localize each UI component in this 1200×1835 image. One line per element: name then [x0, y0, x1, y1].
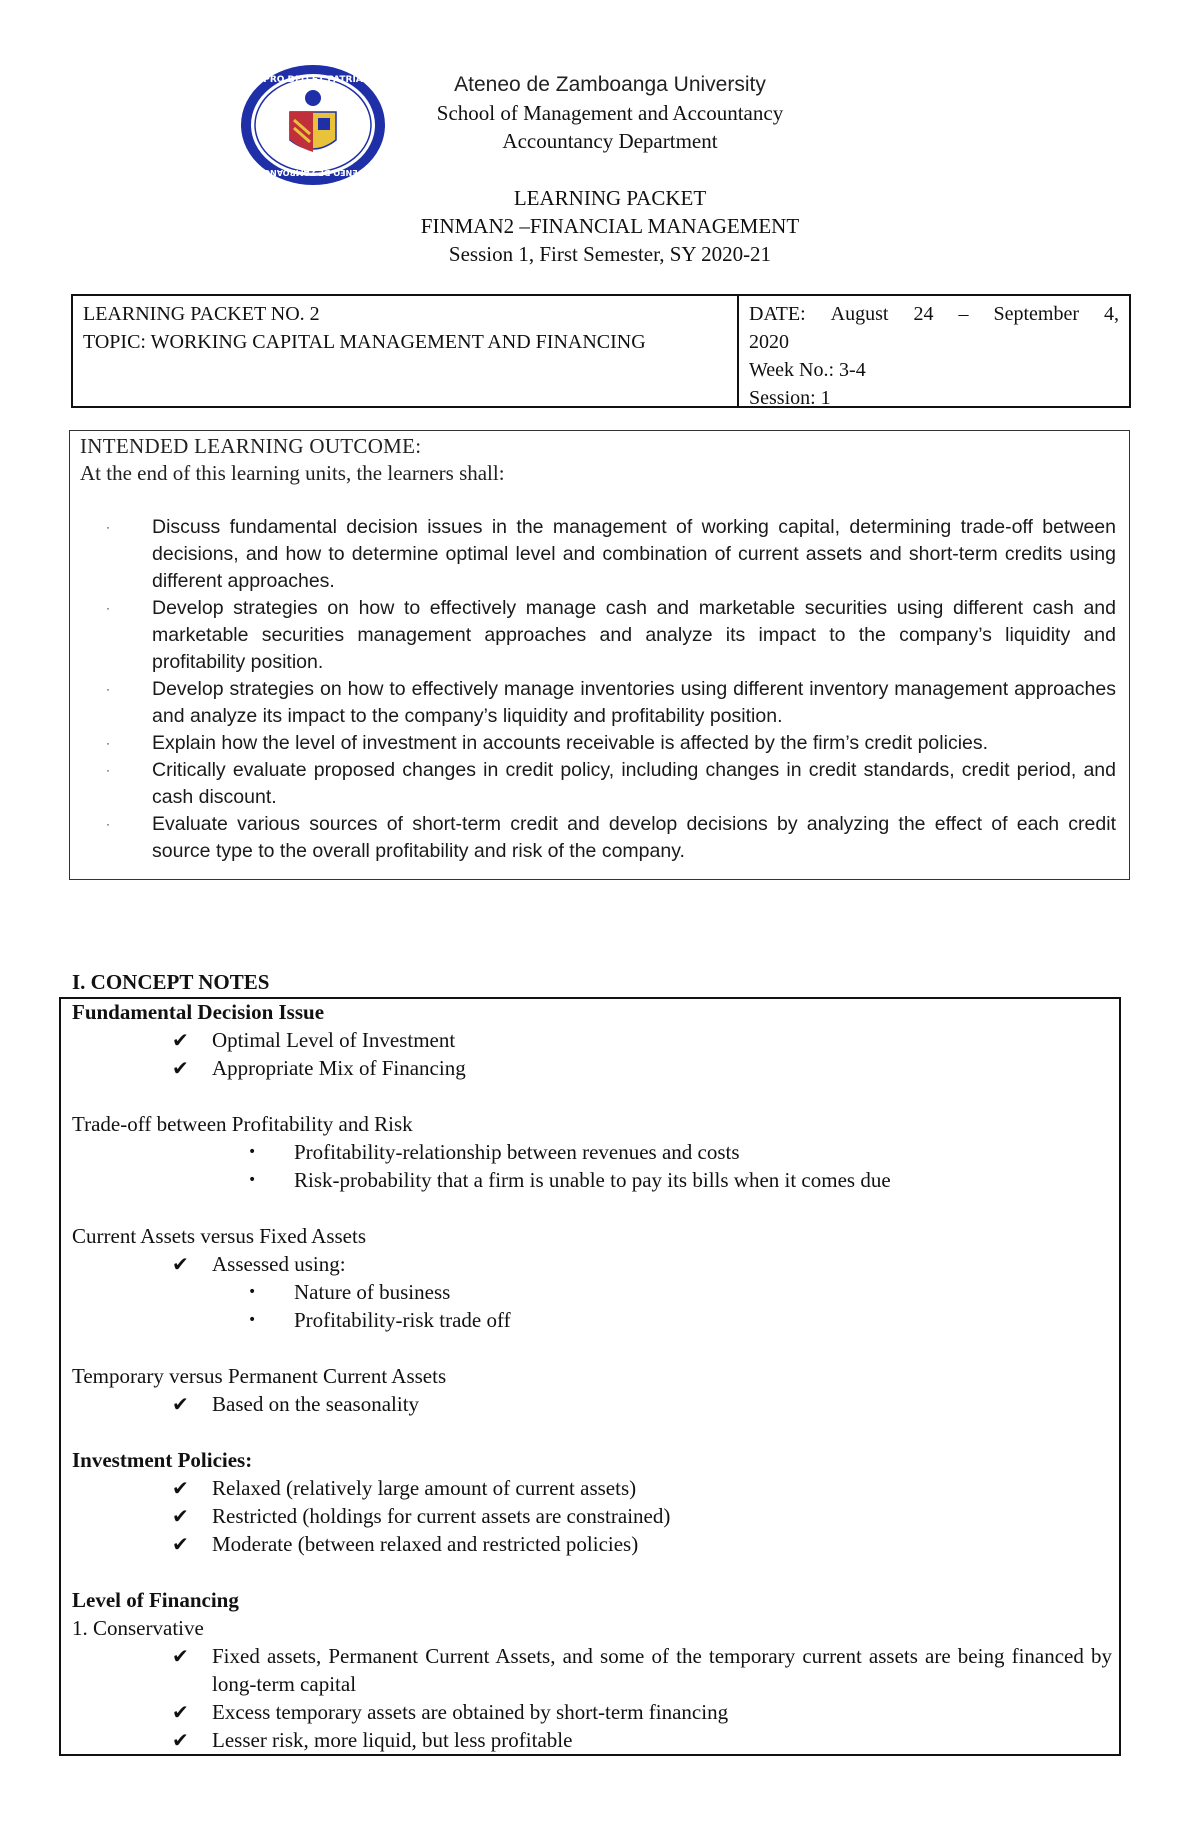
packet-year: 2020 [749, 331, 789, 353]
section-title: Level of Financing [72, 1588, 239, 1612]
check-icon: ✔ [172, 1476, 189, 1500]
check-icon: ✔ [172, 1700, 189, 1724]
bullet-icon: · [106, 520, 110, 534]
ilo-item: · Evaluate various sources of short-term credit and develop decisions by analyzing the effect of each credit source type to the overall profitability and risk of the company. [106, 811, 1116, 865]
seal-text: PRO DEO ET PATRIA [263, 75, 363, 85]
ilo-item: · Develop strategies on how to effectively manage inventories using different inventory management approaches and analyze its impact to the company’s liquidity and profitability position. [106, 676, 1116, 730]
check-item: ✔ Lesser risk, more liquid, but less profitable [172, 1728, 573, 1752]
check-item: ✔ Moderate (between relaxed and restricted policies) [172, 1532, 639, 1556]
check-icon: ✔ [172, 1532, 189, 1556]
check-icon: ✔ [172, 1504, 189, 1528]
ilo-item: · Critically evaluate proposed changes in credit policy, including changes in credit standards, credit period, and cash discount. [106, 757, 1116, 811]
packet-info-left [73, 296, 739, 406]
dot-item: • Nature of business [248, 1280, 451, 1304]
section-title: Investment Policies: [72, 1448, 253, 1472]
packet-number: LEARNING PACKET NO. 2 [83, 303, 320, 325]
dot-item: • Profitability-risk trade off [248, 1308, 511, 1332]
university-name: Ateneo de Zamboanga University [454, 73, 766, 96]
ilo-item: · Explain how the level of investment in accounts receivable is affected by the firm’s credit policies. [106, 730, 1116, 757]
bullet-icon: • [248, 1284, 257, 1300]
ilo-list [106, 514, 1116, 865]
bullet-icon: • [248, 1144, 257, 1160]
section-title: Trade-off between Profitability and Risk [72, 1112, 413, 1136]
school-name: School of Management and Accountancy [436, 101, 784, 125]
check-icon: ✔ [172, 1728, 189, 1752]
check-item: ✔ Fixed assets, Permanent Current Assets, and some of the temporary current assets are being financed by long-term capital [172, 1644, 1112, 1696]
packet-label: LEARNING PACKET [513, 186, 707, 210]
course-title: FINMAN2 –FINANCIAL MANAGEMENT [420, 214, 800, 238]
bullet-icon: · [106, 682, 110, 696]
check-icon: ✔ [172, 1028, 189, 1052]
packet-topic: TOPIC: WORKING CAPITAL MANAGEMENT AND FINANCING [83, 331, 646, 353]
check-icon: ✔ [172, 1252, 189, 1276]
check-item: ✔ Excess temporary assets are obtained by short-term financing [172, 1700, 729, 1724]
concept-notes-content [72, 998, 1112, 1754]
section-title: Current Assets versus Fixed Assets [72, 1224, 366, 1248]
bullet-icon: • [248, 1312, 257, 1328]
check-item: ✔ Based on the seasonality [172, 1392, 420, 1416]
check-icon: ✔ [172, 1644, 189, 1668]
bullet-icon: · [106, 817, 110, 831]
check-item: ✔ Assessed using: [172, 1252, 346, 1276]
ilo-item: · Develop strategies on how to effectively manage cash and marketable securities using different cash and marketable securities management approaches and analyze its impact to the company’s liquidity and profitability position. [106, 595, 1116, 676]
packet-info-right [739, 296, 1129, 409]
check-icon: ✔ [172, 1056, 189, 1080]
check-item: ✔ Appropriate Mix of Financing [172, 1056, 466, 1080]
section-title: Fundamental Decision Issue [72, 1000, 325, 1024]
check-icon: ✔ [172, 1392, 189, 1416]
ilo-title: INTENDED LEARNING OUTCOME: [80, 434, 422, 458]
packet-session: Session: 1 [749, 387, 831, 409]
svg-text:ATENEO DE ZAMBOANGA: ATENEO DE ZAMBOANGA [257, 168, 369, 177]
ilo-intro: At the end of this learning units, the learners shall: [80, 461, 505, 485]
packet-week: Week No.: 3-4 [749, 359, 866, 381]
check-item: ✔ Optimal Level of Investment [172, 1028, 456, 1052]
check-item: ✔ Restricted (holdings for current assets are constrained) [172, 1504, 671, 1528]
department-name: Accountancy Department [502, 129, 718, 153]
session-info: Session 1, First Semester, SY 2020-21 [448, 242, 772, 266]
concept-notes-heading: I. CONCEPT NOTES [72, 970, 270, 994]
bullet-icon: · [106, 763, 110, 777]
bullet-icon: · [106, 736, 110, 750]
check-item: ✔ Relaxed (relatively large amount of current assets) [172, 1476, 637, 1500]
bullet-icon: · [106, 601, 110, 615]
section-subtitle: 1. Conservative [72, 1616, 204, 1640]
ilo-item: · Discuss fundamental decision issues in the management of working capital, determining trade-off between decisions, and how to determine optimal level and combination of current assets and short-term credits using different approaches. [106, 514, 1116, 595]
packet-info-table [71, 294, 1131, 408]
dot-item: • Profitability-relationship between revenues and costs [248, 1140, 740, 1164]
bullet-icon: • [248, 1172, 257, 1188]
packet-date: DATE: August 24 – September 4, [749, 303, 1119, 325]
dot-item: • Risk-probability that a firm is unable to pay its bills when it comes due [248, 1168, 891, 1192]
section-title: Temporary versus Permanent Current Assets [72, 1364, 447, 1388]
